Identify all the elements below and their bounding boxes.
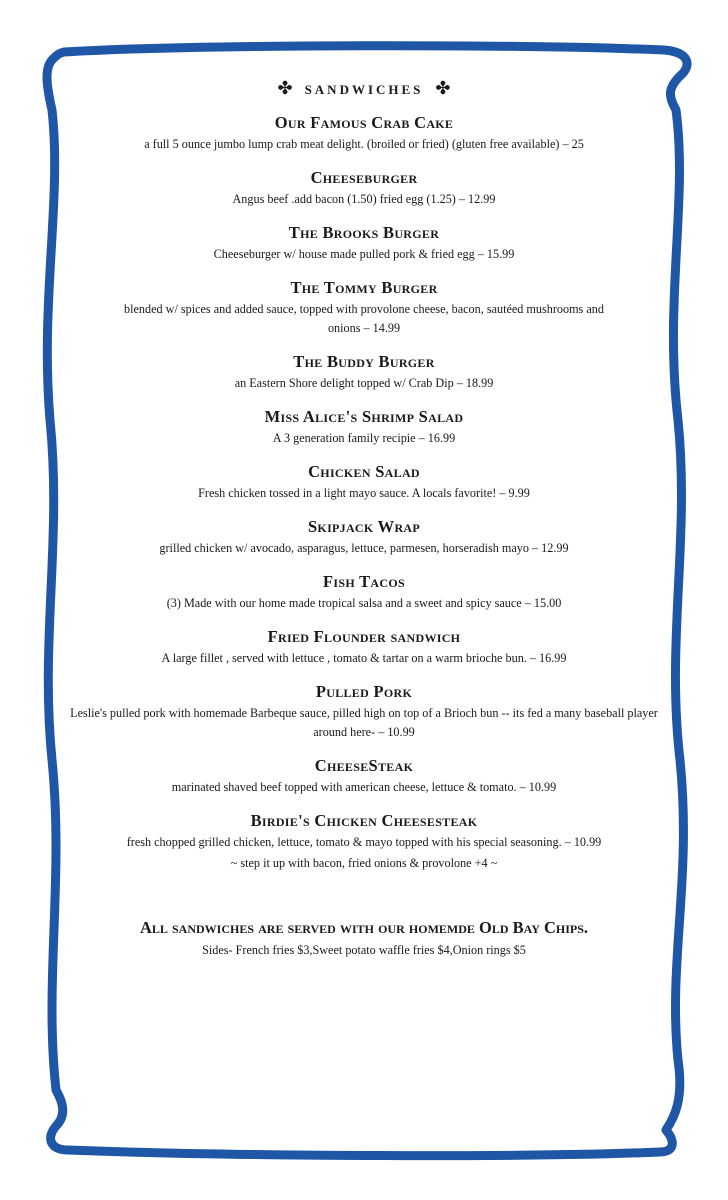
menu-item-upgrade-note: ~ step it up with bacon, fried onions & provolone +4 ~ [230,856,498,870]
menu-item-description: marinated shaved beef topped with american cheese, lettuce & tomato. – 10.99 [171,780,557,794]
menu-item [70,113,658,154]
menu-item [70,517,658,558]
menu-item-name: Miss Alice's Shrimp Salad [264,407,464,426]
menu-item-description: blended w/ spices and added sauce, topped with provolone cheese, bacon, sautéed mushrooms and onions – 14.99 [124,302,604,335]
menu-item-description: A large fillet , served with lettuce , tomato & tartar on a warm brioche bun. – 16.99 [161,651,567,665]
menu-item-description: grilled chicken w/ avocado, asparagus, lettuce, parmesen, horseradish mayo – 12.99 [159,541,569,555]
menu-item [70,572,658,613]
footer-sides: Sides- French fries $3,Sweet potato waffle fries $4,Onion rings $5 [202,943,526,957]
menu-footer [70,917,658,960]
menu-item-description: Fresh chicken tossed in a light mayo sauce. A locals favorite! – 9.99 [198,486,530,500]
menu-item [70,462,658,503]
menu-item [70,811,658,873]
menu-item-name: The Brooks Burger [288,223,440,242]
menu-item-name: Our Famous Crab Cake [274,113,454,132]
menu-item-name: CheeseSteak [314,756,414,775]
menu-item-name: Pulled Pork [315,682,413,701]
menu-item-description: (3) Made with our home made tropical salsa and a sweet and spicy sauce – 15.00 [166,596,562,610]
menu-item-description: an Eastern Shore delight topped w/ Crab Dip – 18.99 [234,376,494,390]
menu-section-header [70,78,658,99]
menu-item-description: Cheeseburger w/ house made pulled pork & fried egg – 15.99 [213,247,515,261]
menu-item-name: Birdie's Chicken Cheesesteak [250,811,478,830]
fleuron-icon-left: ✤ [277,77,293,99]
section-title: sandwiches [304,78,424,98]
menu-item-name: Cheeseburger [310,168,418,187]
menu-item-description: Angus beef .add bacon (1.50) fried egg (1.25) – 12.99 [232,192,496,206]
menu-item-description: A 3 generation family recipie – 16.99 [272,431,456,445]
menu-item-name: Chicken Salad [308,462,420,481]
menu-item [70,352,658,393]
menu-item-name: Fish Tacos [323,572,405,591]
fleuron-icon-right: ✤ [435,77,451,99]
menu-item-description: a full 5 ounce jumbo lump crab meat delight. (broiled or fried) (gluten free available) – 25 [144,137,584,151]
menu-item-name: The Buddy Burger [293,352,435,371]
menu-item-description: Leslie's pulled pork with homemade Barbeque sauce, pilled high on top of a Brioch bun -- its fed a many baseball player around here- – 10.99 [70,706,658,739]
menu-item [70,168,658,209]
menu-item-name: The Tommy Burger [290,278,438,297]
menu-item-description: fresh chopped grilled chicken, lettuce, tomato & mayo topped with his special seasoning. – 10.99 [126,835,602,849]
menu-content [70,78,658,960]
menu-item [70,682,658,742]
menu-item [70,223,658,264]
menu-item [70,278,658,338]
menu-item [70,627,658,668]
menu-item-name: Fried Flounder sandwich [267,627,461,646]
menu-item-name: Skipjack Wrap [307,517,421,536]
footer-heading: All sandwiches are served with our homemde Old Bay Chips. [139,918,589,937]
menu-item [70,756,658,797]
menu-item [70,407,658,448]
